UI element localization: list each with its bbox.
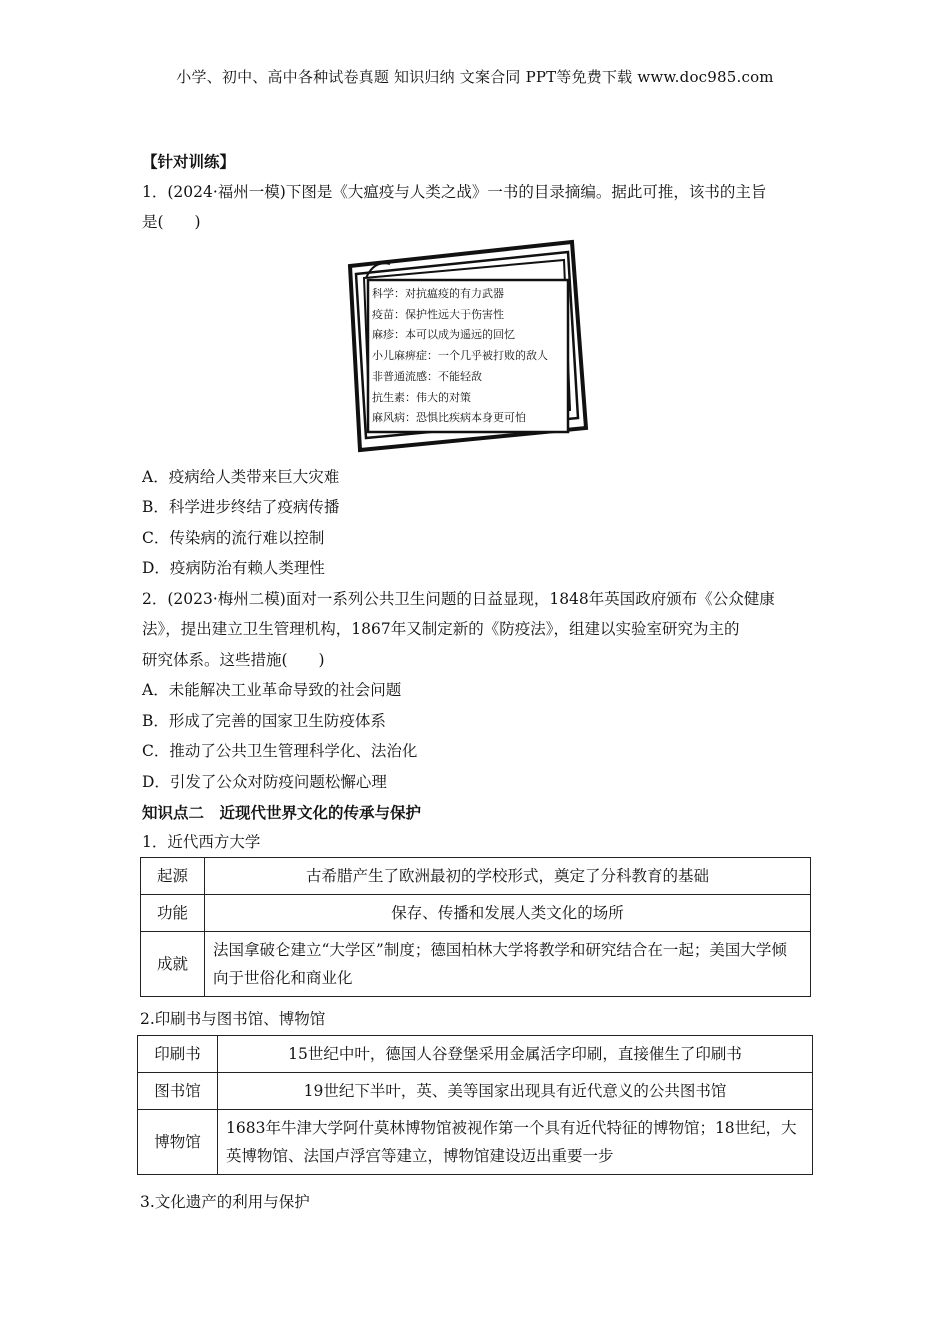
q2-option-b: B．形成了完善的国家卫生防疫体系 [142,712,386,730]
table-row [138,1073,813,1110]
row-value: 保存、传播和发展人类文化的场所 [205,895,811,932]
q1-stem-line2: 是( ) [142,213,201,231]
toc-item: 科学：对抗瘟疫的有力武器 [372,287,504,300]
toc-item: 小儿麻痹症：一个几乎被打败的敌人 [372,349,548,363]
row-value: 19世纪下半叶，英、美等国家出现具有近代意义的公共图书馆 [218,1073,813,1110]
q1-option-d: D．疫病防治有赖人类理性 [142,559,325,577]
table-row [141,932,811,997]
toc-item: 疫苗：保护性远大于伤害性 [372,307,504,321]
toc-list [372,284,548,429]
toc-item: 麻风病：恐惧比疾病本身更可怕 [372,411,526,425]
book-toc-illustration [340,238,590,453]
q1-stem-line1: 1．(2024·福州一模)下图是《大瘟疫与人类之战》一书的目录摘编。据此可推，该书的主旨 [142,183,767,201]
knowledge-point-title: 知识点二 近现代世界文化的传承与保护 [142,804,422,822]
row-key: 印刷书 [138,1036,218,1073]
q2-stem-line3: 研究体系。这些措施( ) [142,651,325,669]
table-row [138,1036,813,1073]
q2-option-d: D．引发了公众对防疫问题松懈心理 [142,773,387,791]
subsection-printing: 2.印刷书与图书馆、博物馆 [140,1010,326,1028]
universities-table [140,857,811,997]
table-row [138,1110,813,1175]
row-key: 起源 [141,858,205,895]
row-key: 图书馆 [138,1073,218,1110]
toc-item: 麻疹：本可以成为遥远的回忆 [372,328,515,342]
q2-stem-line1: 2．(2023·梅州二模)面对一系列公共卫生问题的日益显现，1848年英国政府颁布《公众健康 [142,590,775,608]
row-key: 成就 [141,932,205,997]
q1-option-b: B．科学进步终结了疫病传播 [142,498,340,516]
page-header: 小学、初中、高中各种试卷真题 知识归纳 文案合同 PPT等免费下载 www.doc985.com [176,68,774,86]
row-value: 1683年牛津大学阿什莫林博物馆被视作第一个具有近代特征的博物馆；18世纪，大英博物馆、法国卢浮宫等建立，博物馆建设迈出重要一步 [218,1110,813,1175]
toc-item: 非普通流感：不能轻敌 [372,369,482,383]
q2-option-c: C．推动了公共卫生管理科学化、法治化 [142,742,418,760]
subsection-universities: 1．近代西方大学 [142,833,261,851]
q2-option-a: A．未能解决工业革命导致的社会问题 [142,681,402,699]
section-title: 【针对训练】 [142,153,236,171]
row-value: 古希腊产生了欧洲最初的学校形式，奠定了分科教育的基础 [205,858,811,895]
row-value: 15世纪中叶，德国人谷登堡采用金属活字印刷，直接催生了印刷书 [218,1036,813,1073]
subsection-heritage: 3.文化遗产的利用与保护 [140,1193,310,1211]
table-row [141,858,811,895]
toc-item: 抗生素：伟大的对策 [372,390,471,404]
printing-table [137,1035,813,1175]
q2-stem-line2: 法》，提出建立卫生管理机构，1867年又制定新的《防疫法》，组建以实验室研究为主的 [142,620,740,638]
row-key: 功能 [141,895,205,932]
q1-option-c: C．传染病的流行难以控制 [142,529,325,547]
row-value: 法国拿破仑建立“大学区”制度；德国柏林大学将教学和研究结合在一起；美国大学倾向于世俗化和商业化 [205,932,811,997]
row-key: 博物馆 [138,1110,218,1175]
table-row [141,895,811,932]
q1-option-a: A．疫病给人类带来巨大灾难 [142,468,340,486]
